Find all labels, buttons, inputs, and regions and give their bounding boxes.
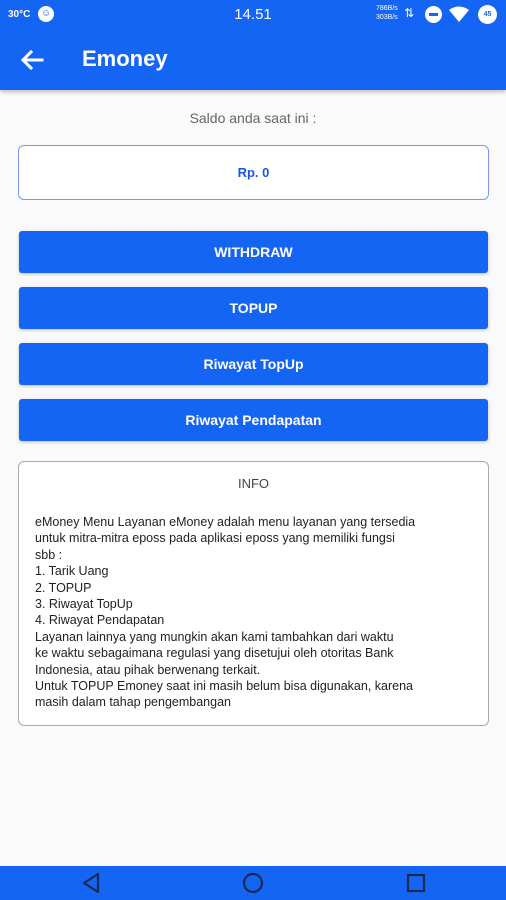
topup-button[interactable]: TOPUP (19, 287, 488, 329)
notification-app-icon: ☺ (38, 6, 54, 22)
status-clock: 14.51 (234, 6, 272, 23)
info-line: 1. Tarik Uang (35, 564, 109, 579)
network-speed (376, 4, 398, 22)
balance-display: Rp. 0 (18, 145, 489, 200)
income-history-button[interactable]: Riwayat Pendapatan (19, 399, 488, 441)
info-line: Layanan lainnya yang mungkin akan kami tambahkan dari waktu (35, 629, 394, 644)
info-text (35, 514, 481, 711)
info-line: 2. TOPUP (35, 580, 92, 595)
temperature-indicator: 30°C (8, 9, 31, 20)
info-line: masih dalam tahap pengembangan (35, 695, 231, 710)
data-transfer-icon: ⇅ (404, 6, 415, 20)
battery-icon: 45 (478, 5, 497, 24)
withdraw-button[interactable]: WITHDRAW (19, 231, 488, 273)
nav-back-icon[interactable] (78, 871, 104, 895)
app-bar (0, 30, 506, 90)
topup-history-button[interactable]: Riwayat TopUp (19, 343, 488, 385)
info-line: untuk mitra-mitra eposs pada aplikasi eposs yang memiliki fungsi (35, 531, 395, 546)
info-line: eMoney Menu Layanan eMoney adalah menu layanan yang tersedia (35, 515, 416, 529)
info-line: ke waktu sebagaimana regulasi yang disetujui oleh otoritas Bank (35, 646, 394, 661)
info-line: sbb : (35, 547, 63, 562)
wifi-icon (449, 6, 469, 23)
info-line: Untuk TOPUP Emoney saat ini masih belum bisa digunakan, karena (35, 679, 413, 694)
info-line: 3. Riwayat TopUp (35, 597, 133, 612)
network-speed-up: 786B/s (376, 5, 398, 12)
page-title: Emoney (82, 46, 168, 71)
nav-recents-icon[interactable] (403, 871, 429, 895)
info-line: Indonesia, atau pihak berwenang terkait. (35, 662, 261, 677)
info-title: INFO (237, 476, 270, 491)
network-speed-down: 303B/s (376, 14, 398, 21)
do-not-disturb-icon (425, 6, 442, 23)
info-panel (18, 461, 489, 726)
status-bar (0, 0, 506, 30)
info-line: 4. Riwayat Pendapatan (35, 613, 165, 628)
balance-label: Saldo anda saat ini : (189, 110, 317, 126)
nav-home-icon[interactable] (240, 871, 266, 895)
navigation-bar (0, 866, 506, 900)
back-arrow-icon[interactable] (18, 46, 46, 74)
